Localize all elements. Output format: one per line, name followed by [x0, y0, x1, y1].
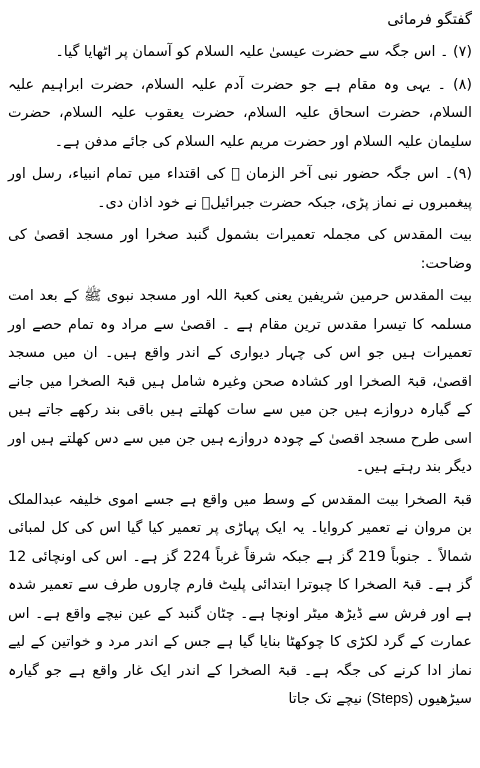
- paragraph-baitul-maqdis: بیت المقدس حرمین شریفین یعنی کعبۃ اللہ اور مسجد نبوی ﷺ کے بعد امت مسلمہ کا تیسرا مقدس ترین مقام ہے ۔ اقصیٰ سے مراد وہ تمام حصے اور تعمیرات ہیں جو اس کی چہار دیواری کے اندر واقع ہیں۔ ان میں مسجد اقصیٰ، قبۃ الصخرا اور کشادہ صحن وغیرہ شامل ہیں قبۃ الصخرا میں جانے کے گیارہ دروازے ہیں جن میں سے سات کھلتے ہیں باقی بند رکھے جاتے ہیں اسی طرح مسجد اقصیٰ کے چودہ دروازے ہیں جن میں سے دس کھلتے ہیں اور دیگر بند رہتے ہیں۔: [8, 288, 472, 475]
- paragraph-8: (۸) ۔ یہی وہ مقام ہے جو حضرت آدم علیہ السلام، حضرت ابراہیم علیہ السلام، حضرت اسحاق علیہ السلام، حضرت یعقوب علیہ السلام، حضرت سلیمان علیہ السلام اور حضرت مریم علیہ السلام کی جائے مدفن ہے۔: [8, 76, 472, 150]
- paragraph-9: (۹)۔ اس جگہ حضور نبی آخر الزمان ﷺ کی اقتداء میں تمام انبیاء، رسل اور پیغمبروں نے نماز پڑی، جبکہ حضرت جبرائیلؑ نے خود اذان دی۔: [8, 166, 472, 211]
- steps-word: (Steps): [366, 691, 414, 707]
- paragraph-7: (۷) ۔ اس جگہ سے حضرت عیسیٰ علیہ السلام کو آسمان پر اٹھایا گیا۔: [55, 44, 472, 60]
- paragraph-tail: نیچے تک جاتا: [288, 691, 363, 707]
- paragraph-qubbat-al-sakhra-text: قبۃ الصخرا بیت المقدس کے وسط میں واقع ہے جسے اموی خلیفہ عبدالملک بن مروان نے تعمیر کروایا۔ یہ ایک پہاڑی پر تعمیر کیا گیا اس کی کل لمبائی شمالاً ۔ جنوباً 219 گز ہے جبکہ شرقاً غرباً 224 گز ہے۔ اس کی اونچائی 12 گز ہے۔ قبۃ الصخرا کا چبوترا ابتدائی پلیٹ فارم چاروں طرف سے تعمیر شدہ ہے اور فرش سے ڈیڑھ میٹر اونچا ہے۔ چٹان گنبد کے عین نیچے واقع ہے۔ اس عمارت کے گرد لکڑی کا چوکھٹا بنایا گیا ہے جس کے اندر مرد و خواتین کے لیے نماز ادا کرنے کی جگہ ہے۔ قبۃ الصخرا کے اندر ایک غار واقع ہے جو گیارہ سیڑھیوں: [8, 491, 473, 707]
- heading: گفتگو فرمائی: [387, 10, 472, 28]
- paragraph-qubbat-al-sakhra: [8, 486, 472, 714]
- section-subheading: بیت المقدس کی مجملہ تعمیرات بشمول گنبد صخرا اور مسجد اقصیٰ کی وضاحت:: [8, 227, 472, 272]
